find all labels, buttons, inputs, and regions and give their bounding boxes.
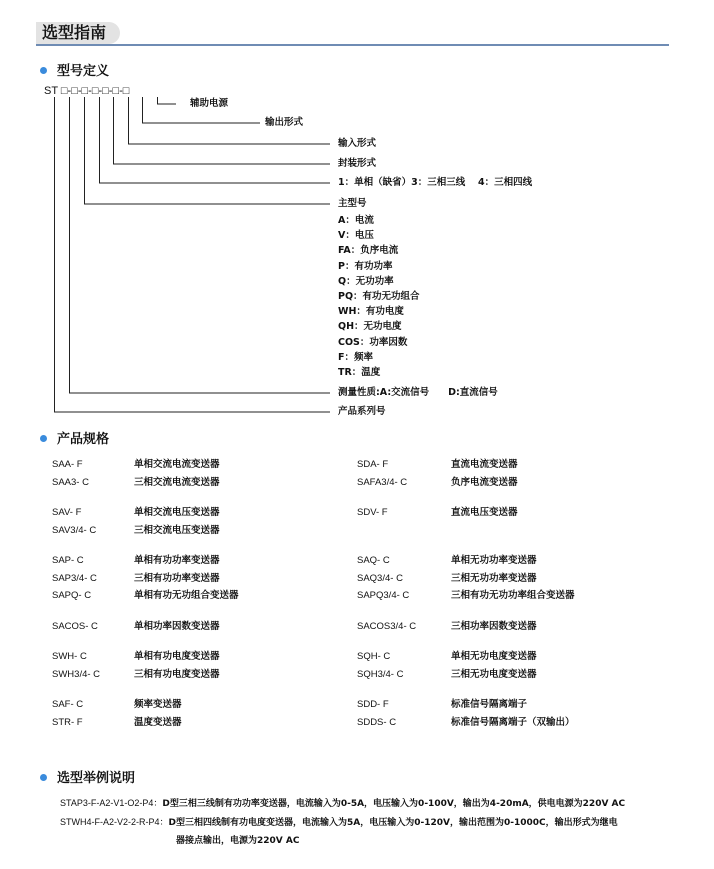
list-item: PQ：有功无功组合 [338,291,420,303]
label-package: 封装形式 [338,158,377,169]
example-line [60,813,618,833]
spec-code: SDA- F [357,459,389,470]
spec-code: SWH- C [52,651,87,662]
bullet-dot-icon [40,774,47,781]
spec-code: SAPQ3/4- C [357,590,410,601]
section-examples [40,771,135,787]
example-line-continued [176,832,299,851]
table-row [52,648,611,666]
table-row [52,522,611,540]
table-row [52,618,611,636]
spec-code: SAV- F [52,507,82,518]
spec-code: SAFA3/4- C [357,476,408,488]
spec-name: 三相有功功率变送器 [134,572,220,584]
spec-code: SQH- C [357,651,391,662]
spec-code: SAA3- C [52,476,89,488]
spec-name: 负序电流变送器 [451,476,518,488]
spec-name: 标准信号隔离端子（双输出） [451,716,575,728]
label-aux-power: 辅助电源 [190,98,229,109]
table-row [52,552,611,570]
label-input-form: 输入形式 [338,138,377,149]
section-product-specs [40,432,109,448]
label-measure-type: 测量性质:A:交流信号 D:直流信号 [338,387,498,398]
product-spec-table [52,456,611,731]
list-item: WH：有功电度 [338,306,404,318]
table-row [52,696,611,714]
list-item: COS：功率因数 [338,336,408,348]
spec-name: 单相交流电压变送器 [134,507,220,518]
label-series: 产品系列号 [338,406,386,417]
list-item: TR：温度 [338,367,381,379]
label-phase: 1：单相（缺省）3：三相三线 4：三相四线 [338,177,533,188]
spec-name: 直流电压变送器 [451,507,518,518]
group-spacer [52,491,611,504]
label-output-form: 输出形式 [265,117,304,128]
model-code-template: ST □-□-□-□-□-□-□ [44,85,130,97]
spec-name: 三相无功电度变送器 [451,668,537,680]
example-code: STWH4-F-A2-V2-2-R-P4： [60,817,169,827]
spec-name [451,522,611,540]
example-code: STAP3-F-A2-V1-O2-P4： [60,798,163,808]
spec-name: 三相功率因数变送器 [451,620,537,632]
section-heading: 型号定义 [57,64,110,79]
spec-code: SAP- C [52,555,84,566]
spec-name: 频率变送器 [134,699,182,710]
example-text: D型三相四线制有功电度变送器，电流输入为5A，电压输入为0-120V，输出范围为0-1000C，输出形式为继电 [168,818,618,828]
list-item: F：频率 [338,351,373,363]
spec-name: 三相有功无功功率组合变送器 [451,590,575,601]
main-model-list [338,213,420,380]
table-row [52,456,611,474]
spec-code: SAV3/4- C [52,524,97,536]
spec-name: 温度变送器 [134,716,182,728]
spec-name: 三相交流电流变送器 [134,476,220,488]
spec-name: 标准信号隔离端子 [451,699,528,710]
spec-name: 三相无功功率变送器 [451,572,537,584]
example-text: 器接点输出，电源为220V AC [176,836,300,846]
table-row [52,474,611,492]
list-item: A：电流 [338,215,374,226]
list-item: V：电压 [338,230,374,242]
spec-code: SAQ3/4- C [357,572,403,584]
spec-code: SAQ- C [357,555,390,566]
table-row [52,714,611,732]
spec-code: SDDS- C [357,716,397,728]
connector-line [85,97,331,204]
example-text: D型三相三线制有功功率变送器，电流输入为0-5A，电压输入为0-100V，输出为4-20mA，供电电源为220V AC [162,799,626,809]
section-heading: 产品规格 [57,432,110,447]
bullet-dot-icon [40,435,47,442]
group-spacer [52,539,611,552]
spec-code: SWH3/4- C [52,668,101,680]
spec-code: STR- F [52,716,83,728]
bullet-dot-icon [40,67,47,74]
spec-name: 单相有功无功组合变送器 [134,590,239,601]
list-item: Q：无功功率 [338,275,394,287]
spec-code: SAF- C [52,699,84,710]
spec-code: SAPQ- C [52,590,92,601]
spec-code: SDD- F [357,699,389,710]
spec-name: 单相交流电流变送器 [134,459,220,470]
spec-code: SACOS3/4- C [357,620,417,632]
list-item: QH：无功电度 [338,321,402,333]
connector-line [55,97,331,412]
group-spacer [52,605,611,618]
group-spacer [52,683,611,696]
spec-name: 单相有功功率变送器 [134,555,220,566]
page-title: 选型指南 [36,22,120,44]
spec-code: SACOS- C [52,620,98,632]
group-spacer [52,635,611,648]
table-row [52,570,611,588]
connector-line [158,97,177,104]
section-heading: 选型举例说明 [57,771,136,786]
spec-name: 三相交流电压变送器 [134,524,220,536]
label-main-model: 主型号 [338,198,367,209]
spec-name: 三相有功电度变送器 [134,668,220,680]
spec-code: SAA- F [52,459,83,470]
list-item: P：有功功率 [338,260,393,272]
list-item: FA：负序电流 [338,245,399,257]
section-model-definition [40,64,109,80]
example-line [60,794,625,814]
spec-code: SAP3/4- C [52,572,97,584]
table-row [52,504,611,522]
spec-code [357,522,451,540]
spec-code: SDV- F [357,507,388,518]
table-row [52,666,611,684]
table-row [52,587,611,605]
spec-name: 直流电流变送器 [451,459,518,470]
spec-name: 单相无功功率变送器 [451,555,537,566]
connector-line [70,97,331,393]
spec-code: SQH3/4- C [357,668,404,680]
title-underline [36,44,669,46]
spec-name: 单相无功电度变送器 [451,651,537,662]
spec-name: 单相功率因数变送器 [134,620,220,632]
spec-name: 单相有功电度变送器 [134,651,220,662]
